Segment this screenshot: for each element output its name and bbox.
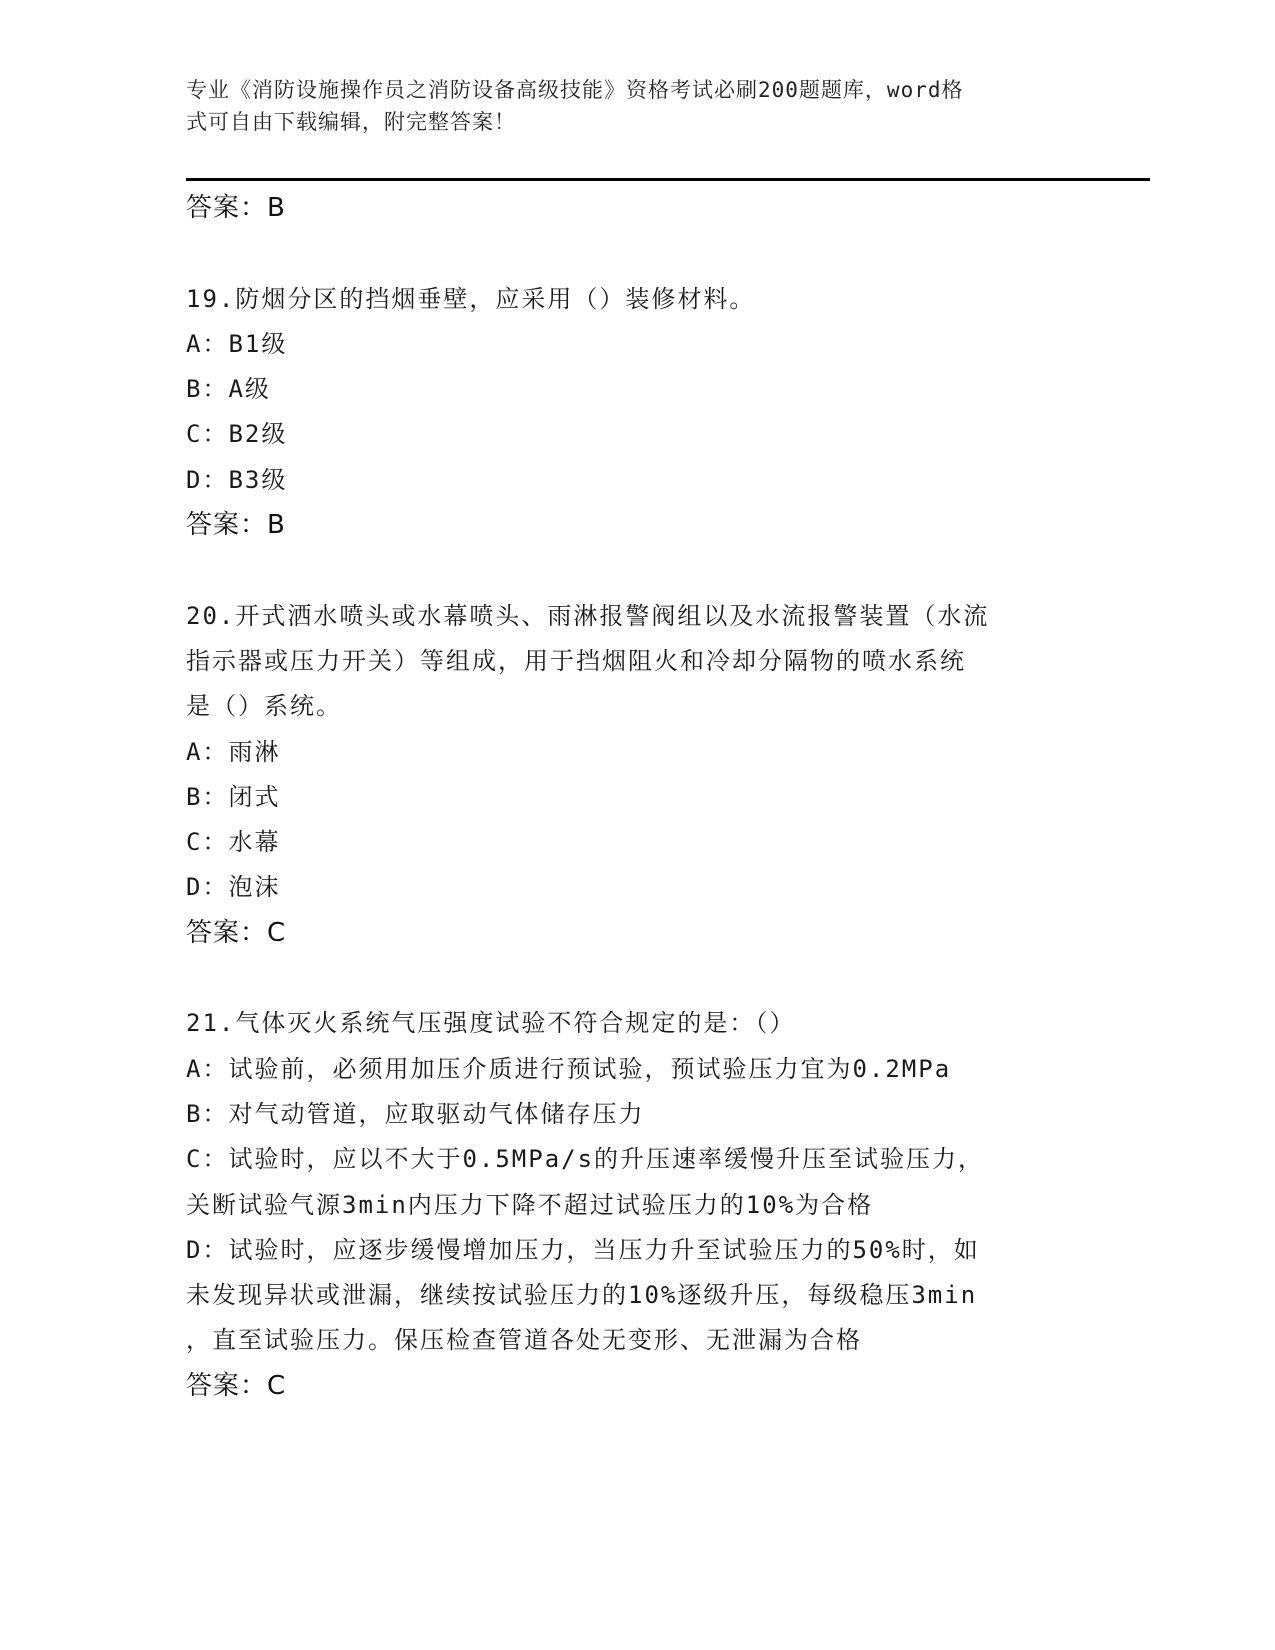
previous-answer: 答案：B xyxy=(186,193,286,223)
header-line-1: 专业《消防设施操作员之消防设备高级技能》资格考试必刷200题题库，word格 xyxy=(186,78,964,102)
question-block xyxy=(186,277,1086,549)
question-text: 指示器或压力开关）等组成，用于挡烟阻火和冷却分隔物的喷水系统 xyxy=(186,646,966,675)
option-b: B：闭式 xyxy=(186,782,281,811)
option-d: D：B3级 xyxy=(186,465,288,494)
answer-line: 答案：C xyxy=(186,917,287,948)
answer-line: 答案：C xyxy=(186,1370,287,1401)
page-header xyxy=(186,74,1066,138)
question-block xyxy=(186,1001,1086,1409)
question-text: 21.气体灭火系统气压强度试验不符合规定的是：（） xyxy=(186,1009,796,1038)
spacer xyxy=(186,548,1086,593)
spacer xyxy=(186,956,1086,1001)
question-text: 是（）系统。 xyxy=(186,692,342,721)
spacer xyxy=(186,231,1086,276)
option-c-continued: 关断试验气源3min内压力下降不超过试验压力的10%为合格 xyxy=(186,1190,874,1219)
question-text: 20.开式洒水喷头或水幕喷头、雨淋报警阀组以及水流报警装置（水流 xyxy=(186,601,990,630)
header-line-2: 式可自由下载编辑，附完整答案！ xyxy=(186,110,516,134)
option-c: C：B2级 xyxy=(186,420,288,449)
option-c: C：水幕 xyxy=(186,828,281,857)
question-text: 19.防烟分区的挡烟垂壁，应采用（）装修材料。 xyxy=(186,284,756,313)
answer-line: 答案：B xyxy=(186,510,286,541)
option-d-continued: ，直至试验压力。保压检查管道各处无变形、无泄漏为合格 xyxy=(186,1326,862,1355)
option-a: A：试验前，必须用加压介质进行预试验，预试验压力宜为0.2MPa xyxy=(186,1054,952,1083)
option-d-continued: 未发现异状或泄漏，继续按试验压力的10%逐级升压，每级稳压3min xyxy=(186,1281,978,1310)
option-b: B：A级 xyxy=(186,375,271,404)
question-body xyxy=(186,186,1086,1409)
option-a: A：雨淋 xyxy=(186,737,281,766)
option-d: D：泡沫 xyxy=(186,873,281,902)
option-a: A：B1级 xyxy=(186,329,288,358)
header-divider xyxy=(186,178,1150,181)
option-d: D：试验时，应逐步缓慢增加压力，当压力升至试验压力的50%时，如 xyxy=(186,1235,980,1264)
question-block xyxy=(186,594,1086,956)
option-c: C：试验时，应以不大于0.5MPa/s的升压速率缓慢升压至试验压力， xyxy=(186,1145,985,1174)
option-b: B：对气动管道，应取驱动气体储存压力 xyxy=(186,1099,645,1128)
